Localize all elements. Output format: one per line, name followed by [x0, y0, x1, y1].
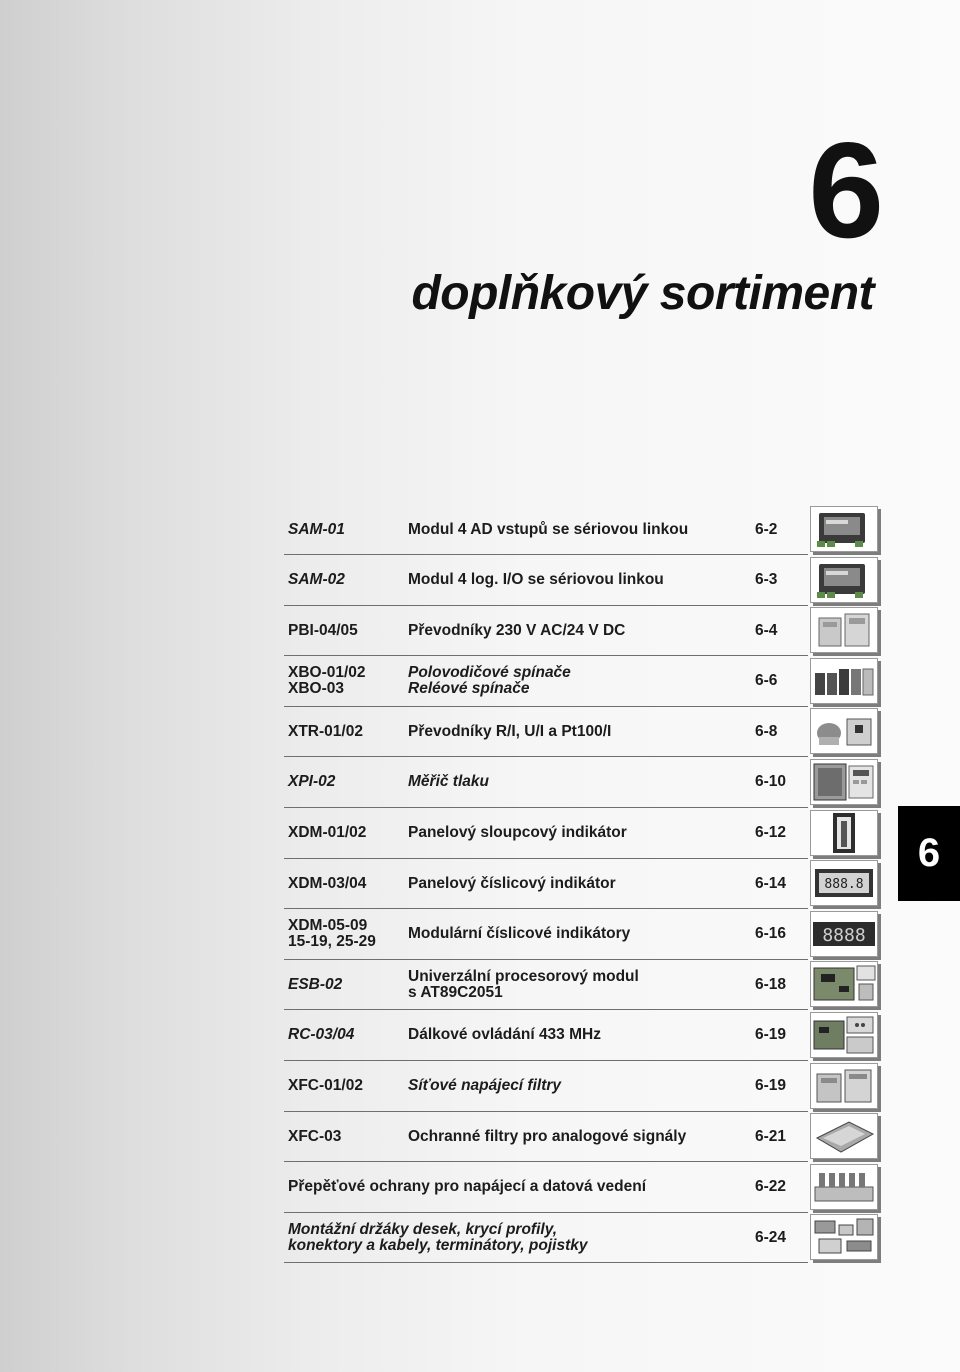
- product-code: XDM-03/04: [288, 874, 367, 892]
- product-code: [288, 910, 406, 959]
- product-code: [288, 657, 406, 706]
- page-number[interactable]: 6-3: [755, 571, 778, 589]
- product-description: Panelový číslicový indikátor: [408, 874, 616, 892]
- page-number[interactable]: 6-8: [755, 722, 778, 740]
- toc-row-xdm-01-02[interactable]: [284, 809, 882, 860]
- product-description: Modul 4 AD vstupů se sériovou linkou: [408, 520, 689, 538]
- product-description: Síťové napájecí filtry: [408, 1077, 562, 1095]
- product-description: Měřič tlaku: [408, 773, 489, 791]
- product-photo-io-module: [810, 506, 878, 552]
- page-number[interactable]: 6-22: [755, 1178, 787, 1196]
- toc-row-rc-03-04[interactable]: [284, 1011, 882, 1062]
- product-description: [288, 1213, 754, 1262]
- svg-text:8888: 8888: [822, 924, 866, 946]
- toc-row-surge-protection[interactable]: [284, 1163, 882, 1214]
- page-number[interactable]: 6-4: [755, 621, 778, 639]
- toc-row-xpi-02[interactable]: [284, 758, 882, 809]
- page-number[interactable]: 6-12: [755, 824, 787, 842]
- product-code-line: 15-19, 25-29: [288, 933, 376, 951]
- toc-row-xfc-01-02[interactable]: [284, 1062, 882, 1113]
- product-photo-switches: [810, 658, 878, 704]
- product-photo-io-module: [810, 557, 878, 603]
- product-photo-power-supply: [810, 607, 878, 653]
- toc-row-xdm-03-04[interactable]: [284, 859, 882, 910]
- product-description: Ochranné filtry pro analogové signály: [408, 1127, 687, 1145]
- row-divider: [284, 1262, 808, 1263]
- product-code: XFC-03: [288, 1127, 342, 1145]
- product-code-line: XBO-01/02: [288, 664, 366, 682]
- toc-row-sam-01[interactable]: [284, 505, 882, 556]
- product-description-line: Polovodičové spínače: [408, 664, 571, 682]
- product-code: SAM-01: [288, 520, 345, 538]
- product-description: Modul 4 log. I/O se sériovou linkou: [408, 571, 664, 589]
- product-description: Převodníky R/I, U/I a Pt100/I: [408, 722, 612, 740]
- product-description: Modulární číslicové indikátory: [408, 925, 631, 943]
- svg-text:888.8: 888.8: [824, 877, 864, 893]
- product-description: Přepěťové ochrany pro napájecí a datová vedení: [288, 1178, 647, 1196]
- product-code: PBI-04/05: [288, 621, 358, 639]
- product-photo-processor-board: [810, 961, 878, 1007]
- product-photo-accessories: [810, 1214, 878, 1260]
- product-description: Panelový sloupcový indikátor: [408, 824, 627, 842]
- product-code: RC-03/04: [288, 1026, 355, 1044]
- page-number[interactable]: 6-19: [755, 1026, 787, 1044]
- product-description: [408, 960, 756, 1009]
- product-photo-analog-filters: [810, 1113, 878, 1159]
- toc-row-sam-02[interactable]: [284, 556, 882, 607]
- chapter-number: 6: [808, 114, 882, 266]
- product-code-line: XDM-05-09: [288, 917, 368, 935]
- page-number[interactable]: 6-24: [755, 1228, 787, 1246]
- chapter-side-tab[interactable]: 6: [898, 806, 960, 901]
- page-number[interactable]: 6-19: [755, 1077, 787, 1095]
- product-description: Převodníky 230 V AC/24 V DC: [408, 621, 626, 639]
- page-number[interactable]: 6-16: [755, 925, 787, 943]
- product-code: XFC-01/02: [288, 1077, 363, 1095]
- toc-row-esb-02[interactable]: [284, 960, 882, 1011]
- page-number[interactable]: 6-21: [755, 1127, 787, 1145]
- product-code: XTR-01/02: [288, 722, 363, 740]
- product-code: ESB-02: [288, 975, 343, 993]
- product-photo-converters: [810, 708, 878, 754]
- page-number[interactable]: 6-6: [755, 672, 778, 690]
- toc-row-xtr-01-02[interactable]: [284, 707, 882, 758]
- toc-row-xfc-03[interactable]: [284, 1112, 882, 1163]
- product-description-line: Montážní držáky desek, krycí profily,: [288, 1220, 558, 1238]
- product-description: Dálkové ovládání 433 MHz: [408, 1026, 601, 1044]
- product-photo-bar-indicator: [810, 810, 878, 856]
- product-photo-mains-filters: [810, 1063, 878, 1109]
- table-of-contents: [284, 505, 882, 1264]
- product-description-line: Reléové spínače: [408, 680, 530, 698]
- page-number[interactable]: 6-18: [755, 975, 787, 993]
- toc-row-pbi-04-05[interactable]: [284, 606, 882, 657]
- toc-row-xdm-05-09[interactable]: [284, 910, 882, 961]
- toc-row-xbo[interactable]: [284, 657, 882, 708]
- chapter-title: doplňkový sortiment: [411, 267, 874, 320]
- product-photo-surge-protectors: [810, 1164, 878, 1210]
- product-code: SAM-02: [288, 571, 345, 589]
- page-number[interactable]: 6-14: [755, 874, 787, 892]
- product-description-line: konektory a kabely, terminátory, pojistky: [288, 1236, 588, 1254]
- product-code: XDM-01/02: [288, 824, 367, 842]
- product-description-line: Univerzální procesorový modul: [408, 967, 639, 985]
- product-photo-modular-indicators: [810, 911, 878, 957]
- product-description: [408, 657, 756, 706]
- product-code-line: XBO-03: [288, 680, 344, 698]
- product-photo-pressure-meter: [810, 759, 878, 805]
- page-number[interactable]: 6-2: [755, 520, 778, 538]
- toc-row-mounting-accessories[interactable]: [284, 1213, 882, 1264]
- product-photo-digital-indicator: [810, 860, 878, 906]
- product-code: XPI-02: [288, 773, 336, 791]
- page-number[interactable]: 6-10: [755, 773, 787, 791]
- product-description-line: s AT89C2051: [408, 983, 503, 1001]
- product-photo-remote-control: [810, 1012, 878, 1058]
